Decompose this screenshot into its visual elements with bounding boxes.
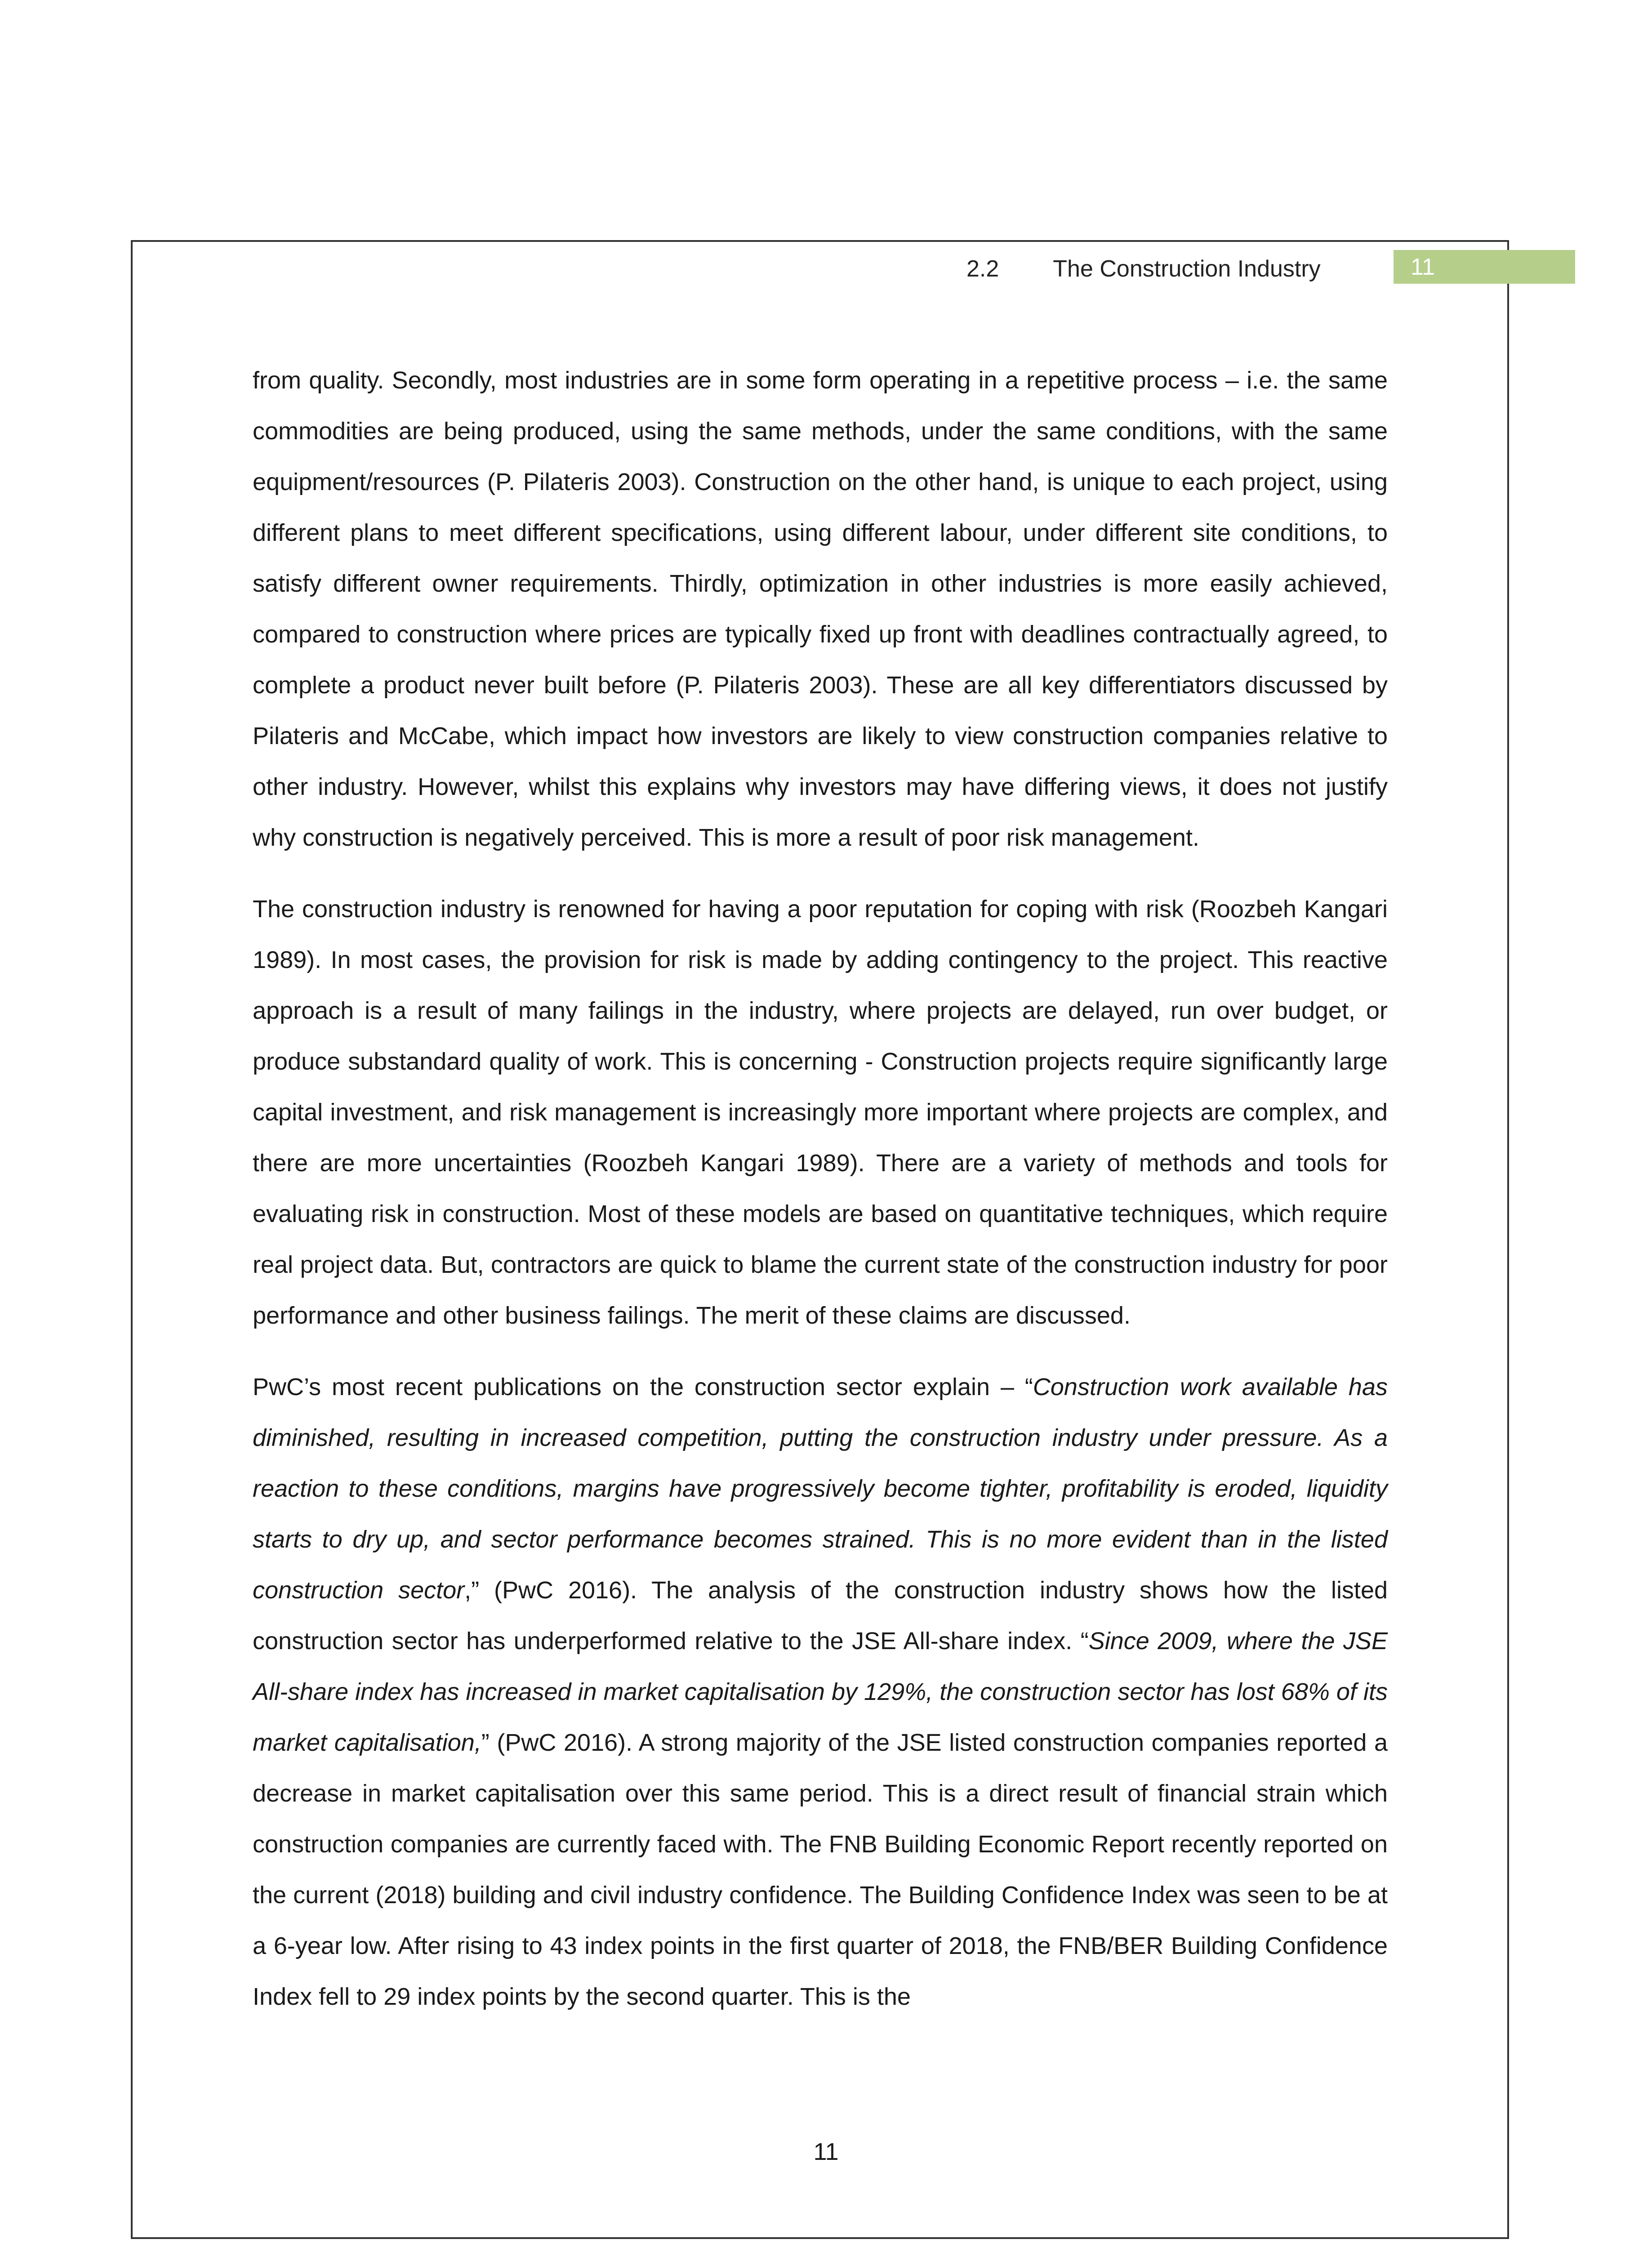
page-number: 11	[813, 2138, 839, 2165]
paragraph-3-text-1: PwC’s most recent publications on the construction sector explain – “	[253, 1374, 1033, 1401]
paragraph-3-text-2: ,” (PwC 2016). The analysis of the construction industry shows how the listed construction sector has underperformed relative to the JSE All-share index. “	[253, 1577, 1388, 1655]
paragraph-3	[253, 1362, 1388, 2022]
paragraph-3-text-3: ” (PwC 2016). A strong majority of the JSE listed construction companies reported a decrease in market capitalisation over this same period. This is a direct result of financial strain which construction companies are currently faced with. The FNB Building Economic Report recently reported on the current (2018) building and civil industry confidence. The Building Confidence Index was seen to be at a 6-year low. After rising to 43 index points in the first quarter of 2018, the FNB/BER Building Confidence Index fell to 29 index points by the second quarter. This is the	[253, 1729, 1388, 2010]
body-text	[253, 355, 1388, 2043]
page-number-tab	[1394, 250, 1575, 284]
section-title: The Construction Industry	[1053, 255, 1321, 282]
paragraph-1: from quality. Secondly, most industries are in some form operating in a repetitive process – i.e. the same commodities are being produced, using the same methods, under the same conditions, with the same equipment/resources (P. Pilateris 2003). Construction on the other hand, is unique to each project, using different plans to meet different specifications, using different labour, under different site conditions, to satisfy different owner requirements. Thirdly, optimization in other industries is more easily achieved, compared to construction where prices are typically fixed up front with deadlines contractually agreed, to complete a product never built before (P. Pilateris 2003). These are all key differentiators discussed by Pilateris and McCabe, which impact how investors are likely to view construction companies relative to other industry. However, whilst this explains why investors may have differing views, it does not justify why construction is negatively perceived. This is more a result of poor risk management.	[253, 367, 1388, 851]
pwc-quote-2: Since 2009, where the JSE All-share index has increased in market capitalisation by 129%, the construction sector has lost 68% of its market capitalisation,	[253, 1628, 1388, 1756]
section-number: 2.2	[966, 255, 999, 282]
paragraph-2: The construction industry is renowned for having a poor reputation for coping with risk (Roozbeh Kangari 1989). In most cases, the provision for risk is made by adding contingency to the project. This reactive approach is a result of many failings in the industry, where projects are delayed, run over budget, or produce substandard quality of work. This is concerning - Construction projects require significantly large capital investment, and risk management is increasingly more important where projects are complex, and there are more uncertainties (Roozbeh Kangari 1989). There are a variety of methods and tools for evaluating risk in construction. Most of these models are based on quantitative techniques, which require real project data. But, contractors are quick to blame the current state of the construction industry for poor performance and other business failings. The merit of these claims are discussed.	[253, 896, 1388, 1329]
running-header	[966, 252, 1321, 285]
pwc-quote-1: Construction work available has diminished, resulting in increased competition, putting the construction industry under pressure. As a reaction to these conditions, margins have progressively become tighter, profitability is eroded, liquidity starts to dry up, and sector performance becomes strained. This is no more evident than in the listed construction sector	[253, 1374, 1388, 1604]
page-number-tab-label: 11	[1411, 254, 1435, 280]
